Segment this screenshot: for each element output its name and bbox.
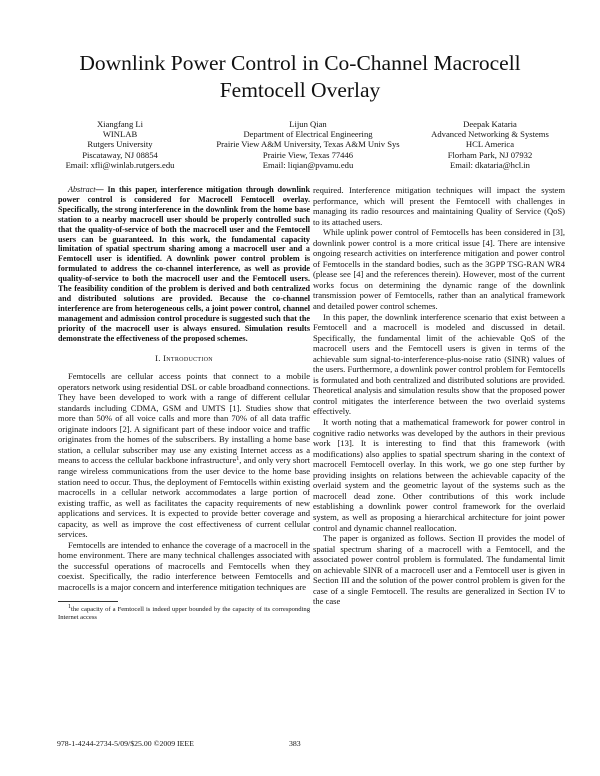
copyright-line: 978-1-4244-2734-5/09/$25.00 ©2009 IEEE xyxy=(57,739,194,748)
right-column xyxy=(313,185,565,607)
abstract-label: Abstract xyxy=(68,185,96,194)
body-paragraph: In this paper, the downlink interference scenario that exist between a Femtocell and a macrocell is modeled and discussed in detail. Specifically, the fundamental limit of the achievable QoS of the macrocell users and the Femtocell users is given in terms of the achievable sum signal-to-interference-plus-noise ratio (SINR) values of the users. Furthermore, a downlink power control problem for Femtocells is formulated and both centralized and distributed solutions are provided. Theoretical analysis and simulation results show that the proposed power control mitigates the interference between the two overlaid systems effectively. xyxy=(313,311,565,417)
page-number: 383 xyxy=(289,739,301,748)
body-paragraph: While uplink power control of Femtocells has been considered in [3], downlink power control is a more critical issue [4]. There are intensive ongoing research activities on interference mitigation and power control of Femtocells in the standard bodies, such as the 3GPP TSG-RAN WR4 (please see [4] and the references therein). However, most of the current works focus on determining the dynamic range of the downlink transmission power of Femtocells, rather than an analytical framework and detailed power control schemes. xyxy=(313,227,565,312)
author-email: Email: dkataria@hcl.in xyxy=(450,159,530,170)
body-paragraph: Femtocells are intended to enhance the coverage of a macrocell in the home environment. There are many technical challenges associated with the successful operations of macrocells and Femtocells when they coexist. Specifically, the radio interference between Femtocells and macrocells is a major concern and interference mitigation techniques are xyxy=(58,539,310,592)
footnote-marker: 1 xyxy=(236,456,240,463)
paper-title: Downlink Power Control in Co-Channel Macrocell Femtocell Overlay xyxy=(79,51,521,102)
abstract-text: — In this paper, interference mitigation through downlink power control is considered for Macrocell Femtocell overlay. Specifically, the strong interference in the downlink from the home base station to a nearby macrocell user should be properly controlled such that the quality-of-service of both the macrocell user and the Femtocell users can be guaranteed. In this work, the fundamental capacity limitation of spatial spectrum sharing among a macrocell user and a Femtocell user is identified. A downlink power control problem is formulated to address the co-channel interference, as well as provide quality-of-service to both the macrocell user and the Femtocell users. The feasibility condition of the problem is derived and both centralized and distributed solutions are provided. Because the co-channel interference are from heterogeneous cells, a joint power control, channel management and admission control procedure is suggested such that the priority of the macrocell user is always ensured. Simulation results demonstrate the effectiveness of the proposed schemes. xyxy=(58,185,310,343)
author-address: Piscataway, NJ 08854 xyxy=(82,149,158,160)
body-paragraph: It worth noting that a mathematical framework for power control in cognitive radio networks was developed by the authors in their previous work [13]. It is interesting to find that this framework (with modifications) also applies to spatial spectrum sharing in the context of macrocell Femtocell overlay. In this work, we go one step further by providing insights on relations between the achievable capacity of the overlaid system and the geometric layout of the systems such as the macrocell dead zone. Other contributions of this work include establishing a downlink power control framework for the overlaid system, as well as proposing a hierarchical architecture for joint power control and dynamic channel reallocation. xyxy=(313,417,565,533)
section-heading-introduction: I. Introduction xyxy=(155,352,213,363)
author-name: Lijun Qian xyxy=(289,119,327,129)
author-block xyxy=(40,119,570,181)
author-1 xyxy=(40,119,200,170)
author-email: Email: liqian@pvamu.edu xyxy=(262,159,354,170)
author-email: Email: xfli@winlab.rutgers.edu xyxy=(65,159,175,170)
author-affiliation: HCL America xyxy=(465,139,515,150)
footnote-divider xyxy=(58,601,118,602)
abstract xyxy=(58,185,310,344)
footnote-text: the capacity of a Femtocell is indeed upper bounded by the capacity of its corresponding Internet access xyxy=(58,605,310,621)
footnote-mark: 1 xyxy=(68,603,71,610)
body-paragraph: The paper is organized as follows. Section II provides the model of spatial spectrum sharing of a macrocell with a Femtocell, and the associated power control problem is formulated. The fundamental limit on achievable SINR of a macrocell user and a Femtocell user is given in Section III and the solution of the power control problem is given for the case of a single Femtocell. The results are generalized in Section IV to the case xyxy=(313,533,565,607)
author-3 xyxy=(400,119,580,170)
author-address: Florham Park, NJ 07932 xyxy=(447,149,533,160)
author-address: Prairie View, Texas 77446 xyxy=(262,149,354,160)
paragraph-text: , and only very short range wireless communications from the user device to the home base station need to occur. Thus, the deployment of Femtocells within existing macrocells in a cellular network accommodates a large portion of existing traffic, as well as facilitates the capacity requirements of new applications and services. It is expected to provide better coverage and capacity, as well as improve the cost effectiveness of current cellular services. xyxy=(58,455,311,540)
author-affiliation: Prairie View A&M University, Texas A&M Univ Sys xyxy=(216,139,400,150)
left-column xyxy=(58,185,310,622)
author-affiliation: Rutgers University xyxy=(87,139,153,150)
paragraph-text: Femtocells are cellular access points that connect to a mobile operators network using residential DSL or cable broadband connections. They have been developed to work with a range of different cellular standards including CDMA, GSM and UMTS [1]. Studies show that more than 50% of all voice calls and more than 70% of all data traffic originate indoors [2]. A significant part of these indoor voice and traffic originates from the homes of the subscribers. By installing a home base station, a cellular subscriber may use any existing Internet access as a means to access the cellular backbone infrastructure xyxy=(58,371,310,466)
footnote xyxy=(58,603,310,623)
author-affiliation: Advanced Networking & Systems xyxy=(431,129,549,140)
body-paragraph: required. Interference mitigation techniques will impact the system performance, which will present the Femtocell with challenges in managing its radio resources and maintaining Quality of Service (QoS) to its attached users. xyxy=(313,185,565,227)
author-2 xyxy=(188,119,428,170)
body-paragraph xyxy=(58,371,310,540)
author-affiliation: WINLAB xyxy=(102,129,138,140)
author-name: Deepak Kataria xyxy=(463,119,517,129)
author-affiliation: Department of Electrical Engineering xyxy=(243,129,373,140)
author-name: Xiangfang Li xyxy=(96,119,144,129)
